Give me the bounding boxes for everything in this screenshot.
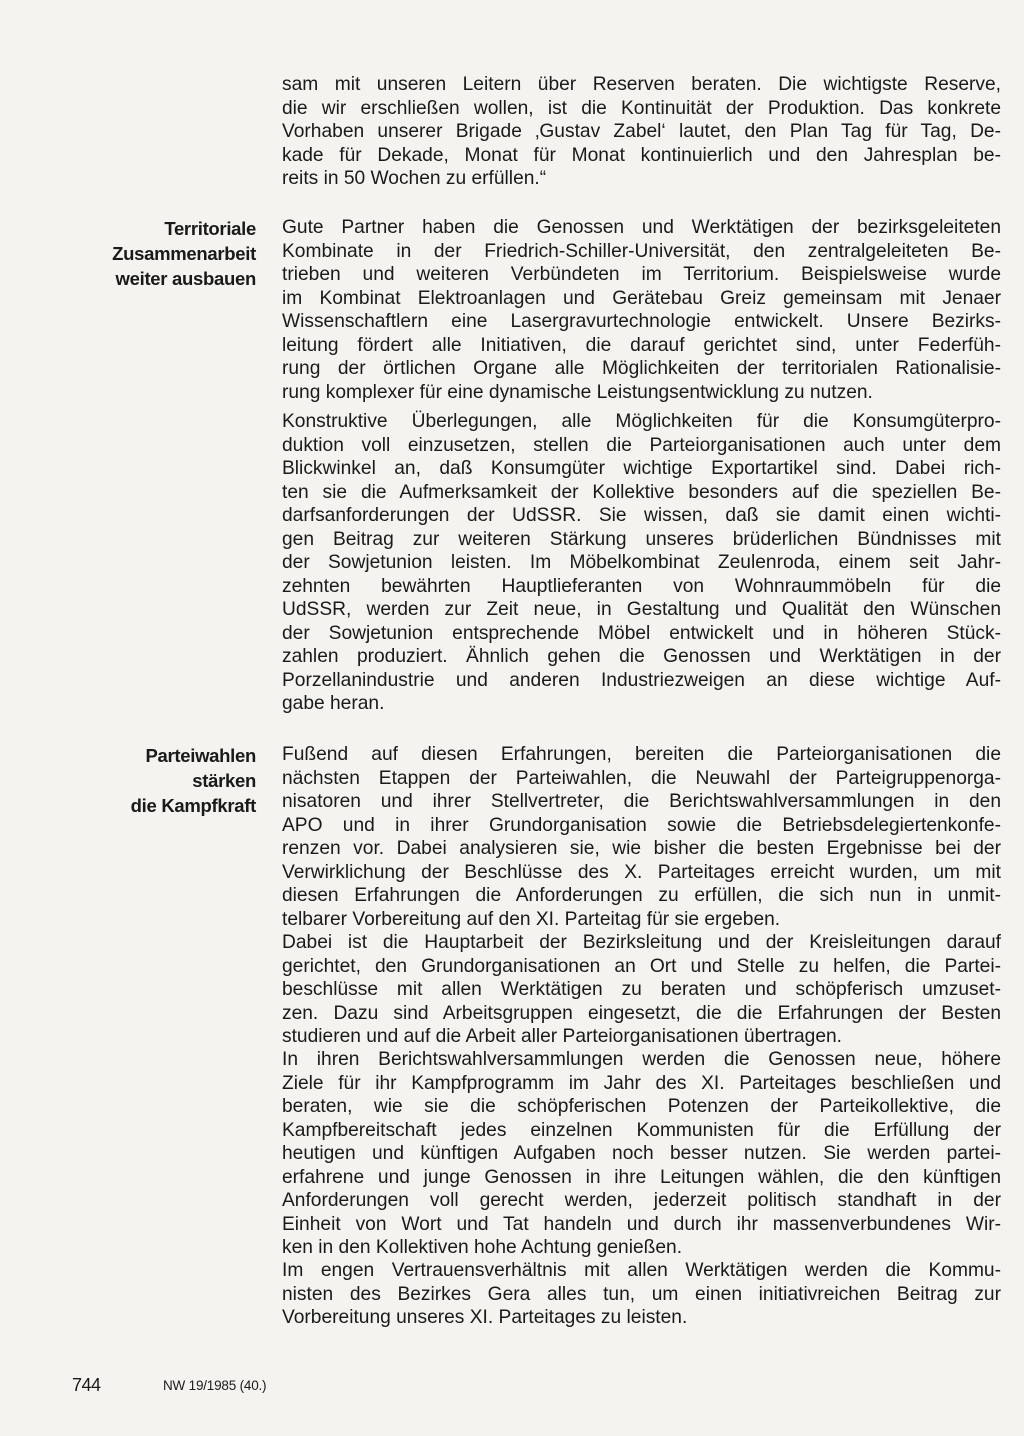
text-line: leitung fördert alle Initiativen, die darauf gerichtet sind, unter Federfüh- — [282, 334, 1001, 356]
text-line: ken in den Kollektiven hohe Achtung genießen. — [282, 1237, 683, 1258]
heading-line: Territoriale — [164, 218, 256, 239]
text-line: der Sowjetunion entsprechende Möbel entwickelt und in höheren Stück- — [282, 622, 1001, 644]
text-line: In ihren Berichtswahlversammlungen werden die Genossen neue, höhere — [282, 1049, 1001, 1070]
text-line: beraten, wie sie die schöpferischen Potenzen der Parteikollektive, die — [282, 1096, 1001, 1117]
heading-line: die Kampfkraft — [130, 795, 256, 816]
paragraph-hauptarbeit — [282, 931, 1001, 1049]
paragraph-vertrauen — [282, 1259, 1001, 1330]
text-line: Blickwinkel an, daß Konsumgüter wichtige Exportartikel sind. Dabei rich- — [282, 458, 1001, 479]
paragraph-parteiwahlen — [282, 743, 1001, 931]
side-heading-territorial — [46, 216, 256, 291]
text-line: Verwirklichung der Beschlüsse des X. Parteitages erreicht wurden, um mit — [282, 861, 1001, 883]
text-line: gabe heran. — [282, 693, 385, 714]
text-line: rung komplexer für eine dynamische Leistungsentwicklung zu nutzen. — [282, 381, 873, 403]
text-line: nisten des Bezirkes Gera alles tun, um einen initiativreichen Beitrag zur — [282, 1283, 1001, 1305]
side-heading-parteiwahlen — [46, 743, 256, 818]
text-line: nisatoren und ihrer Stellvertreter, die Berichtswahlversammlungen in den — [282, 791, 1001, 812]
text-line: darfsanforderungen der UdSSR. Sie wissen, daß sie damit einen wichti- — [282, 505, 1001, 526]
text-line: Konstruktive Überlegungen, alle Möglichkeiten für die Konsumgüterpro- — [282, 411, 1001, 432]
paragraph-konsumgueter — [282, 410, 1001, 716]
text-line: trieben und weiteren Verbündeten im Territorium. Beispielsweise wurde — [282, 264, 1001, 285]
text-line: die wir erschließen wollen, ist die Kontinuität der Produktion. Das konkrete — [282, 97, 1001, 119]
text-line: Wissenschaftlern eine Lasergravurtechnologie entwickelt. Unsere Bezirks- — [282, 311, 1001, 332]
text-line: zen. Dazu sind Arbeitsgruppen eingesetzt, die die Erfahrungen der Besten — [282, 1002, 1001, 1024]
text-line: erfahrene und junge Genossen in ihre Leitungen wählen, die den künftigen — [282, 1166, 1001, 1188]
text-line: der Sowjetunion leisten. Im Möbelkombinat Zeulenroda, einem seit Jahr- — [282, 552, 1001, 573]
page-number: 744 — [72, 1375, 101, 1395]
text-line: Porzellanindustrie und anderen Industriezweigen an diese wichtige Auf- — [282, 669, 1001, 691]
text-line: Ziele für ihr Kampfprogramm im Jahr des XI. Parteitages beschließen und — [282, 1072, 1001, 1094]
text-line: kade für Dekade, Monat für Monat kontinuierlich und den Jahresplan be- — [282, 144, 1001, 166]
text-line: telbarer Vorbereitung auf den XI. Parteitag für sie ergeben. — [282, 908, 781, 930]
text-line: Dabei ist die Hauptarbeit der Bezirksleitung und der Kreisleitungen darauf — [282, 932, 1001, 953]
text-line: Gute Partner haben die Genossen und Werktätigen der bezirksgeleiteten — [282, 217, 1001, 238]
paragraph-partners — [282, 216, 1001, 404]
heading-line: weiter ausbauen — [115, 268, 256, 289]
text-line: Fußend auf diesen Erfahrungen, bereiten die Parteiorganisationen die — [282, 744, 1001, 765]
text-line: Kombinate in der Friedrich-Schiller-Universität, den zentralgeleiteten Be- — [282, 240, 1001, 262]
text-line: renzen vor. Dabei analysieren sie, wie bisher die besten Ergebnisse bei der — [282, 838, 1001, 859]
text-line: Vorbereitung unseres XI. Parteitages zu leisten. — [282, 1307, 688, 1328]
heading-line: Zusammenarbeit — [112, 243, 256, 264]
source-reference: NW 19/1985 (40.) — [163, 1378, 267, 1393]
text-line: reits in 50 Wochen zu erfüllen.“ — [282, 168, 547, 189]
text-line: zehnten bewährten Hauptlieferanten von Wohnraummöbeln für die — [282, 575, 1001, 597]
text-line: duktion voll einzusetzen, stellen die Parteiorganisationen auch unter dem — [282, 434, 1001, 456]
text-line: Vorhaben unserer Brigade ‚Gustav Zabel‘ lautet, den Plan Tag für Tag, De- — [282, 121, 1001, 142]
text-line: Im engen Vertrauensverhältnis mit allen Werktätigen werden die Kommu- — [282, 1260, 1001, 1281]
text-line: studieren und auf die Arbeit aller Parteiorganisationen übertragen. — [282, 1026, 843, 1047]
text-line: gerichtet, den Grundorganisationen an Ort und Stelle zu helfen, die Partei- — [282, 955, 1001, 977]
text-line: beschlüsse mit allen Werktätigen zu beraten und schöpferisch umzuset- — [282, 979, 1001, 1000]
text-line: zahlen produziert. Ähnlich gehen die Genossen und Werktätigen in der — [282, 646, 1001, 667]
text-line: Kampfbereitschaft jedes einzelnen Kommunisten für die Erfüllung der — [282, 1119, 1001, 1141]
paragraph-continuation — [282, 73, 1001, 191]
text-line: im Kombinat Elektroanlagen und Gerätebau Greiz gemeinsam mit Jenaer — [282, 287, 1001, 309]
text-line: gen Beitrag zur weiteren Stärkung unseres brüderlichen Bündnisses mit — [282, 528, 1001, 550]
text-line: Einheit von Wort und Tat handeln und durch ihr massenverbundenes Wir- — [282, 1213, 1001, 1235]
text-line: nächsten Etappen der Parteiwahlen, die Neuwahl der Parteigruppenorga- — [282, 767, 1001, 789]
text-line: UdSSR, werden zur Zeit neue, in Gestaltung und Qualität den Wünschen — [282, 599, 1001, 620]
text-line: sam mit unseren Leitern über Reserven beraten. Die wichtigste Reserve, — [282, 74, 1001, 95]
heading-line: stärken — [192, 770, 256, 791]
text-line: Anforderungen voll gerecht werden, jederzeit politisch standhaft in der — [282, 1190, 1001, 1211]
text-line: ten sie die Aufmerksamkeit der Kollektive besonders auf die speziellen Be- — [282, 481, 1001, 503]
text-line: heutigen und künftigen Aufgaben noch besser nutzen. Sie werden partei- — [282, 1143, 1001, 1164]
text-line: APO und in ihrer Grundorganisation sowie die Betriebsdelegiertenkonfe- — [282, 814, 1001, 836]
heading-line: Parteiwahlen — [145, 745, 256, 766]
text-line: diesen Erfahrungen die Anforderungen zu erfüllen, die sich nun in unmit- — [282, 885, 1001, 906]
text-line: rung der örtlichen Organe alle Möglichkeiten der territorialen Rationalisie- — [282, 358, 1001, 379]
paragraph-berichtswahl — [282, 1048, 1001, 1260]
